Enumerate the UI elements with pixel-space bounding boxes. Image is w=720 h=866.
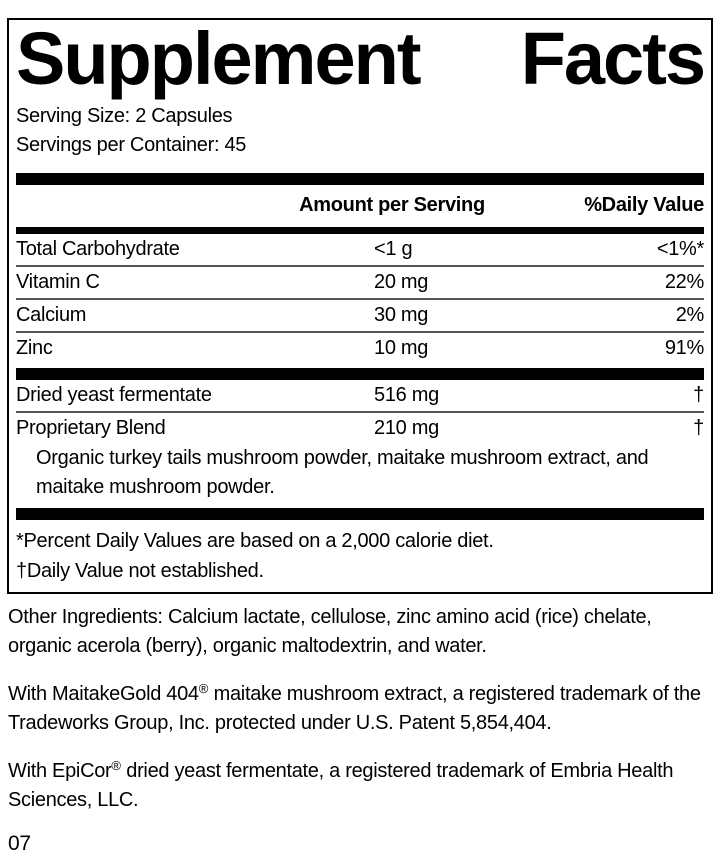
maitakegold-text-post: maitake mushroom extract, a registered trademark of the Tradeworks Group, Inc. protected under U.S. Patent 5,854,404. [8, 683, 701, 734]
nutrient-name: Calcium [16, 304, 87, 326]
maitakegold-paragraph [8, 674, 711, 738]
divider-thick-bottom [16, 508, 704, 520]
title-word-supplement: Supplement [16, 17, 420, 100]
serving-info [16, 102, 704, 160]
divider-thick-top [16, 173, 704, 185]
supplement-label-page [0, 18, 720, 866]
supplement-facts-panel [7, 18, 713, 594]
table-row [16, 333, 704, 364]
table-row [16, 300, 704, 331]
nutrient-amount: <1 g [374, 238, 413, 260]
other-ingredients-paragraph: Other Ingredients: Calcium lactate, cellulose, zinc amino acid (rice) chelate, organic acerola (berry), organic maltodextrin, and water. [8, 606, 652, 657]
servings-per-container-text: Servings per Container: 45 [16, 134, 247, 156]
registered-trademark-symbol: ® [198, 681, 209, 696]
table-row [16, 234, 704, 265]
page-code: 07 [8, 832, 31, 855]
nutrient-daily-value: 22% [664, 271, 704, 293]
nutrient-name: Proprietary Blend [16, 417, 166, 439]
serving-size-text: Serving Size: 2 Capsules [16, 105, 233, 127]
footnote-not-established: †Daily Value not established. [16, 559, 264, 582]
below-panel-notes [8, 603, 711, 815]
nutrient-name: Zinc [16, 337, 53, 359]
header-amount-per-serving: Amount per Serving [299, 194, 485, 216]
divider-medium-under-header [16, 227, 704, 234]
maitakegold-text-pre: With MaitakeGold 404 [8, 683, 199, 705]
nutrient-daily-value: † [693, 417, 704, 439]
nutrient-daily-value: 91% [664, 337, 704, 359]
table-row [16, 413, 704, 444]
title-word-facts: Facts [520, 17, 704, 100]
registered-trademark-symbol: ® [111, 758, 121, 773]
header-daily-value: %Daily Value [584, 194, 704, 216]
divider-thick-middle [16, 368, 704, 380]
proprietary-blend-description: Organic turkey tails mushroom powder, maitake mushroom extract, and maitake mushroom powder. [36, 447, 649, 498]
nutrient-daily-value: † [693, 384, 704, 406]
nutrient-name: Total Carbohydrate [16, 238, 180, 260]
panel-title [16, 17, 704, 100]
epicor-text-post: dried yeast fermentate, a registered trademark of Embria Health Sciences, LLC. [8, 760, 674, 811]
epicor-text-pre: With EpiCor [8, 760, 112, 782]
footnote-daily-values: *Percent Daily Values are based on a 2,000 calorie diet. [16, 530, 494, 552]
nutrient-amount: 30 mg [374, 304, 429, 326]
nutrient-daily-value: 2% [675, 304, 704, 326]
epicor-paragraph [8, 751, 711, 815]
table-row [16, 380, 704, 411]
nutrient-amount: 10 mg [374, 337, 429, 359]
nutrient-amount: 210 mg [374, 417, 439, 439]
nutrient-name: Dried yeast fermentate [16, 384, 212, 406]
nutrient-amount: 516 mg [374, 384, 439, 406]
table-header-row [16, 185, 704, 227]
nutrient-name: Vitamin C [16, 271, 100, 293]
table-row [16, 267, 704, 298]
nutrient-daily-value: <1%* [656, 238, 704, 260]
nutrient-amount: 20 mg [374, 271, 429, 293]
footnotes [16, 527, 704, 586]
